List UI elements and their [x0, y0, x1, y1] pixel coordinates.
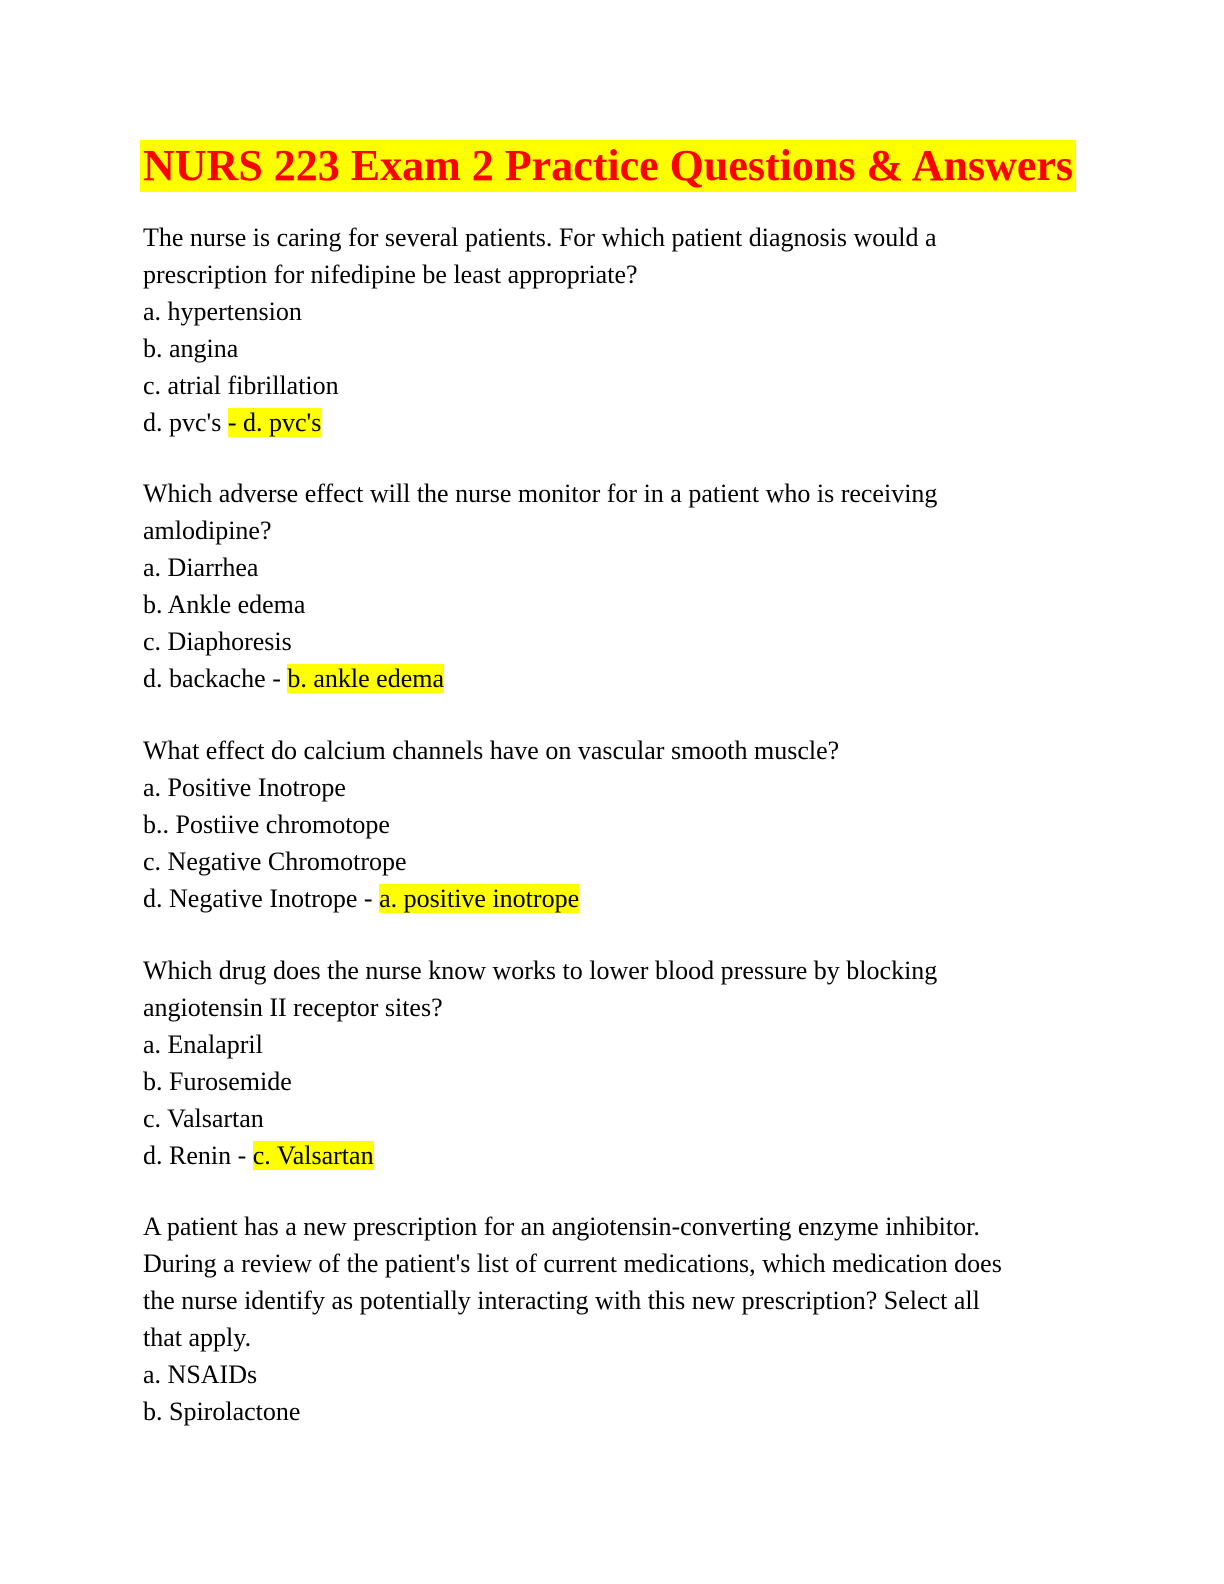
- answer-option: a. Enalapril: [143, 1030, 263, 1059]
- answer-option: b.. Postiive chromotope: [143, 810, 390, 839]
- answer-option: c. atrial fibrillation: [143, 371, 339, 400]
- question-block: [143, 475, 937, 697]
- answer-option: a. NSAIDs: [143, 1360, 258, 1389]
- highlighted-answer: a. positive inotrope: [379, 884, 580, 913]
- question-stem-line: angiotensin II receptor sites?: [143, 993, 443, 1022]
- answer-option: c. Negative Chromotrope: [143, 847, 407, 876]
- question-stem-line: prescription for nifedipine be least appropriate?: [143, 260, 638, 289]
- answer-option-last: [143, 404, 937, 441]
- answer-option: a. Diarrhea: [143, 553, 259, 582]
- answer-option: c. Valsartan: [143, 1104, 264, 1133]
- highlighted-answer: b. ankle edema: [287, 664, 445, 693]
- question-stem-line: the nurse identify as potentially interacting with this new prescription? Select all: [143, 1286, 980, 1315]
- answer-option-text: d. backache -: [143, 664, 288, 693]
- answer-option-last: [143, 1137, 937, 1174]
- question-block: [143, 952, 937, 1174]
- document-page: [143, 140, 1083, 1426]
- question-block: [143, 732, 839, 917]
- question-block: [143, 1208, 1002, 1430]
- question-stem-line: Which adverse effect will the nurse monitor for in a patient who is receiving: [143, 479, 938, 508]
- question-stem-line: What effect do calcium channels have on vascular smooth muscle?: [143, 736, 840, 765]
- question-stem-line: amlodipine?: [143, 516, 272, 545]
- question-stem-line: Which drug does the nurse know works to lower blood pressure by blocking: [143, 956, 938, 985]
- answer-option: b. Spirolactone: [143, 1397, 301, 1426]
- answer-option: a. hypertension: [143, 297, 302, 326]
- answer-option: b. Ankle edema: [143, 590, 306, 619]
- page-title: NURS 223 Exam 2 Practice Questions & Answers: [140, 140, 1076, 192]
- answer-option: b. angina: [143, 334, 239, 363]
- answer-option-text: d. Renin -: [143, 1141, 253, 1170]
- answer-option: c. Diaphoresis: [143, 627, 292, 656]
- question-stem-line: A patient has a new prescription for an angiotensin-converting enzyme inhibitor.: [143, 1212, 980, 1241]
- question-stem-line: The nurse is caring for several patients. For which patient diagnosis would a: [143, 223, 937, 252]
- answer-option-last: [143, 660, 937, 697]
- question-stem-line: that apply.: [143, 1323, 252, 1352]
- highlighted-answer: - d. pvc's: [227, 408, 322, 437]
- highlighted-answer: c. Valsartan: [252, 1141, 374, 1170]
- answer-option-last: [143, 880, 839, 917]
- answer-option: a. Positive Inotrope: [143, 773, 346, 802]
- answer-option: b. Furosemide: [143, 1067, 292, 1096]
- answer-option-text: d. pvc's: [143, 408, 228, 437]
- question-block: [143, 219, 937, 441]
- answer-option-text: d. Negative Inotrope -: [143, 884, 380, 913]
- question-stem-line: During a review of the patient's list of current medications, which medication does: [143, 1249, 1002, 1278]
